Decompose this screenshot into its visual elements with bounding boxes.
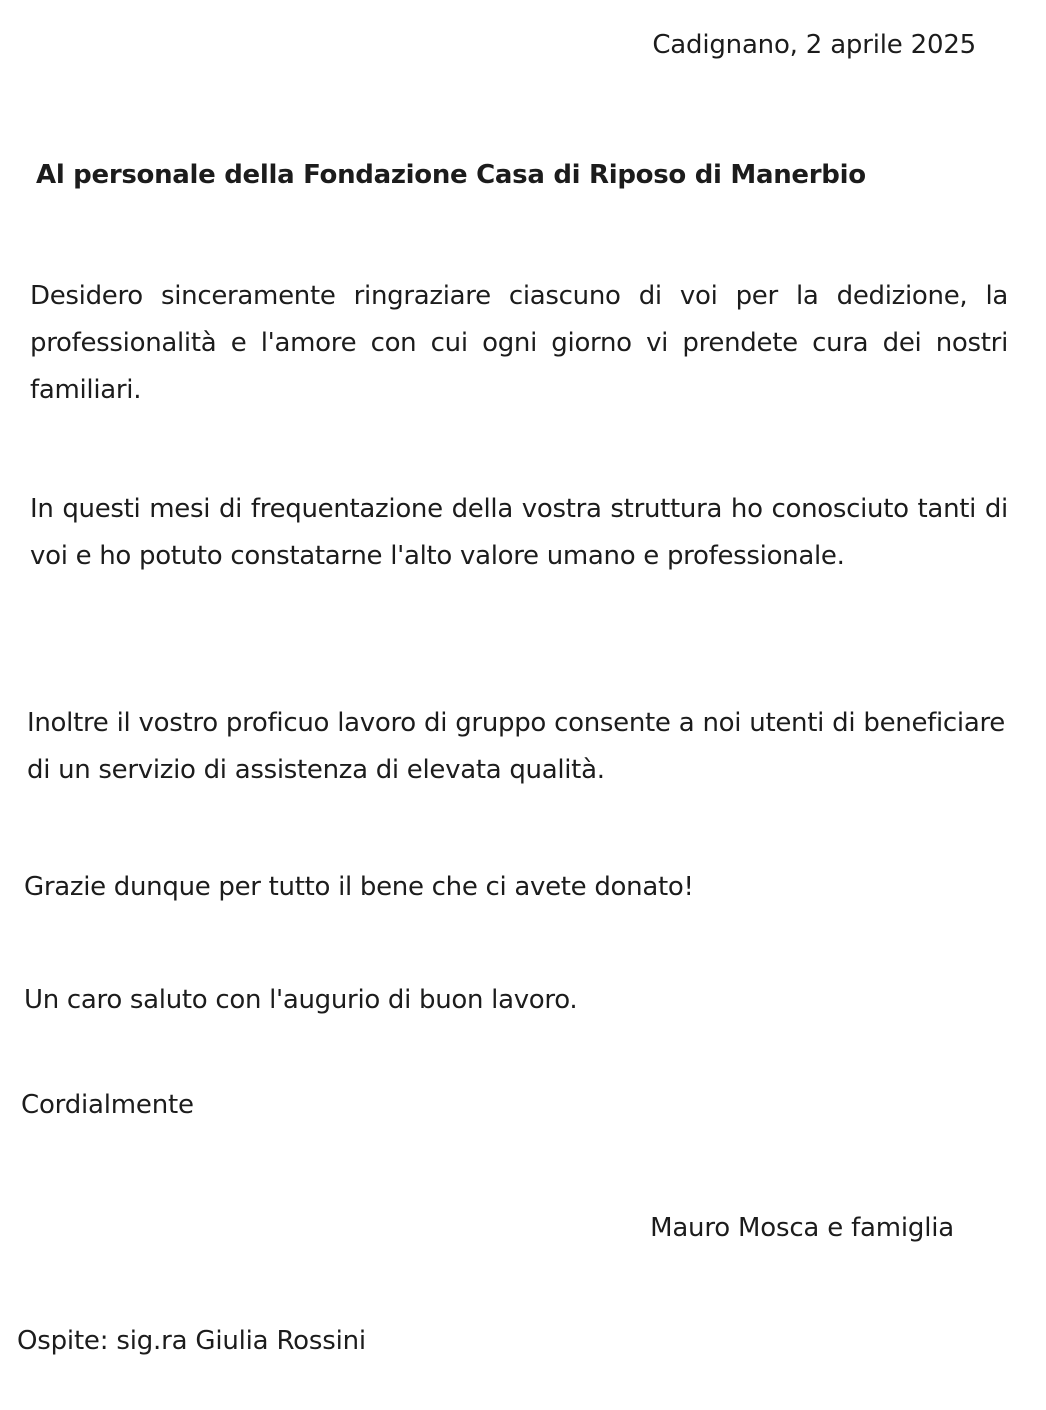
recipient-heading: Al personale della Fondazione Casa di Riposo di Manerbio: [36, 160, 866, 190]
signature-line: Mauro Mosca e famiglia: [650, 1213, 954, 1243]
paragraph-acquaintance: In questi mesi di frequentazione della vostra struttura ho conosciuto tanti di voi e ho potuto constatarne l'alto valore umano e professionale.: [30, 494, 1008, 571]
closing-line: Cordialmente: [21, 1090, 194, 1120]
date-line: Cadignano, 2 aprile 2025: [652, 30, 976, 60]
guest-line: Ospite: sig.ra Giulia Rossini: [17, 1326, 366, 1356]
paragraph-thanks: Desidero sinceramente ringraziare ciascuno di voi per la dedizione, la professionalità e l'amore con cui ogni giorno vi prendete cura dei nostri familiari.: [30, 281, 1008, 405]
paragraph-gratitude: Grazie dunque per tutto il bene che ci avete donato!: [24, 872, 694, 902]
paragraph-greeting: Un caro saluto con l'augurio di buon lavoro.: [24, 985, 578, 1015]
paragraph-teamwork: Inoltre il vostro proficuo lavoro di gruppo consente a noi utenti di beneficiare di un servizio di assistenza di elevata qualità.: [27, 708, 1005, 785]
